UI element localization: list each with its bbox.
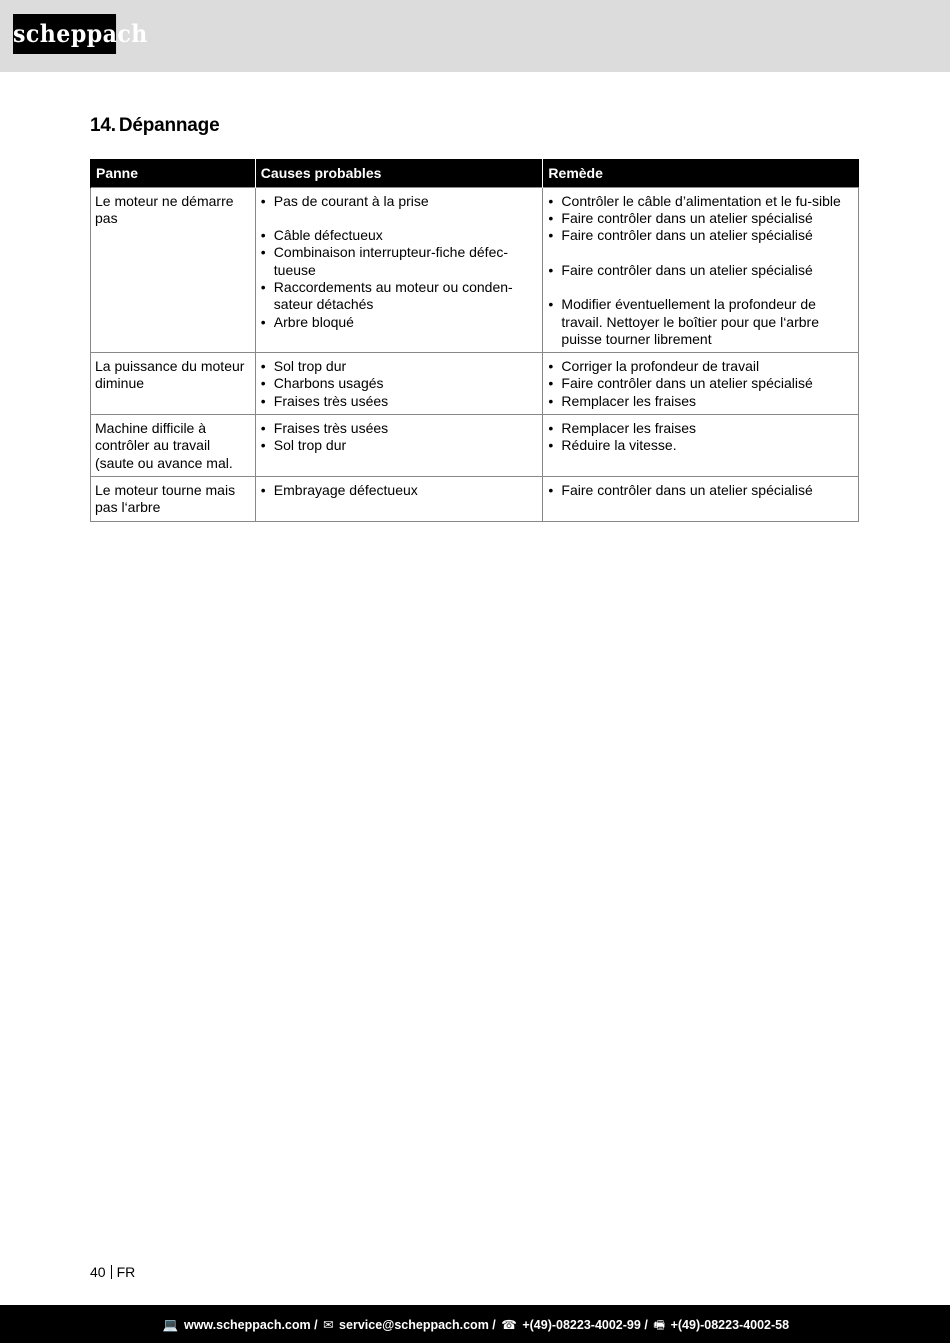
fax-icon: 🖷 bbox=[653, 1318, 666, 1332]
mail-icon: ✉ bbox=[323, 1318, 334, 1332]
cause-item: • Câble défectueux bbox=[260, 227, 539, 244]
footer-phone: +(49)-08223-4002-99 bbox=[522, 1318, 641, 1332]
table-row bbox=[91, 415, 859, 477]
header-panne: Panne bbox=[91, 159, 256, 187]
troubleshooting-table bbox=[90, 159, 859, 522]
cell-causes bbox=[255, 476, 543, 521]
page-separator bbox=[111, 1265, 112, 1279]
scheppach-logo: scheppach bbox=[13, 14, 116, 54]
cell-panne: Machine difficile à contrôler au travail (saute ou avance mal. bbox=[91, 415, 256, 477]
remede-item: • Corriger la profondeur de travail bbox=[547, 358, 854, 375]
cell-causes bbox=[255, 187, 543, 353]
cell-causes bbox=[255, 353, 543, 415]
cell-panne: La puissance du moteur diminue bbox=[91, 353, 256, 415]
causes-list bbox=[260, 358, 539, 410]
list-spacer bbox=[260, 210, 539, 227]
computer-icon: 💻 bbox=[162, 1318, 179, 1332]
list-spacer bbox=[547, 244, 854, 261]
remedes-list bbox=[547, 193, 854, 349]
causes-list bbox=[260, 193, 539, 331]
phone-icon: ☎ bbox=[501, 1318, 517, 1332]
causes-list bbox=[260, 482, 539, 499]
cause-item: • Fraises très usées bbox=[260, 420, 539, 437]
table-row bbox=[91, 353, 859, 415]
remedes-list bbox=[547, 482, 854, 499]
table-body bbox=[91, 187, 859, 521]
remede-item: • Faire contrôler dans un atelier spécialisé bbox=[547, 227, 854, 244]
page-language: FR bbox=[116, 1264, 136, 1280]
cell-panne: Le moteur tourne mais pas l‘arbre bbox=[91, 476, 256, 521]
cell-causes bbox=[255, 415, 543, 477]
table-header-row bbox=[91, 159, 859, 187]
footer-website-link[interactable]: www.scheppach.com bbox=[183, 1318, 311, 1332]
cause-item: • Sol trop dur bbox=[260, 437, 539, 454]
remede-item: • Modifier éventuellement la profondeur de travail. Nettoyer le boîtier pour que l‘arbre puisse tourner librement bbox=[547, 296, 854, 348]
cell-remede bbox=[543, 187, 859, 353]
cell-remede bbox=[543, 415, 859, 477]
cause-item: • Fraises très usées bbox=[260, 393, 539, 410]
section-number: 14. bbox=[90, 115, 116, 136]
remede-item: • Faire contrôler dans un atelier spécialisé bbox=[547, 482, 854, 499]
remedes-list bbox=[547, 420, 854, 455]
section-title-text: Dépannage bbox=[118, 115, 220, 136]
footer-separator: / bbox=[492, 1318, 496, 1332]
section-title bbox=[90, 115, 219, 137]
cause-item: • Charbons usagés bbox=[260, 375, 539, 392]
cell-remede bbox=[543, 476, 859, 521]
footer-contact bbox=[0, 1316, 950, 1337]
footer-email-link[interactable]: service@scheppach.com bbox=[339, 1318, 489, 1332]
header-remede: Remède bbox=[543, 159, 859, 187]
cause-item: • Sol trop dur bbox=[260, 358, 539, 375]
cell-remede bbox=[543, 353, 859, 415]
page-number-value: 40 bbox=[90, 1264, 106, 1280]
table-row bbox=[91, 187, 859, 353]
list-spacer bbox=[547, 279, 854, 296]
remede-item: • Contrôler le câble d’alimentation et le fu-sible bbox=[547, 193, 854, 210]
cell-panne: Le moteur ne démarre pas bbox=[91, 187, 256, 353]
remede-item: • Remplacer les fraises bbox=[547, 393, 854, 410]
remede-item: • Faire contrôler dans un atelier spécialisé bbox=[547, 262, 854, 279]
cause-item: • Raccordements au moteur ou conden-sateur détachés bbox=[260, 279, 539, 314]
remede-item: • Faire contrôler dans un atelier spécialisé bbox=[547, 210, 854, 227]
cause-item: • Embrayage défectueux bbox=[260, 482, 539, 499]
causes-list bbox=[260, 420, 539, 455]
footer-fax: +(49)-08223-4002-58 bbox=[670, 1318, 790, 1332]
remede-item: • Remplacer les fraises bbox=[547, 420, 854, 437]
header-causes: Causes probables bbox=[255, 159, 543, 187]
remede-item: • Faire contrôler dans un atelier spécialisé bbox=[547, 375, 854, 392]
cause-item: • Arbre bloqué bbox=[260, 314, 539, 331]
remedes-list bbox=[547, 358, 854, 410]
table-row bbox=[91, 476, 859, 521]
cause-item: • Combinaison interrupteur-fiche défec-tueuse bbox=[260, 244, 539, 279]
remede-item: • Réduire la vitesse. bbox=[547, 437, 854, 454]
cause-item: • Pas de courant à la prise bbox=[260, 193, 539, 210]
footer-separator: / bbox=[314, 1318, 318, 1332]
page-number bbox=[90, 1264, 135, 1280]
footer-separator: / bbox=[644, 1318, 648, 1332]
